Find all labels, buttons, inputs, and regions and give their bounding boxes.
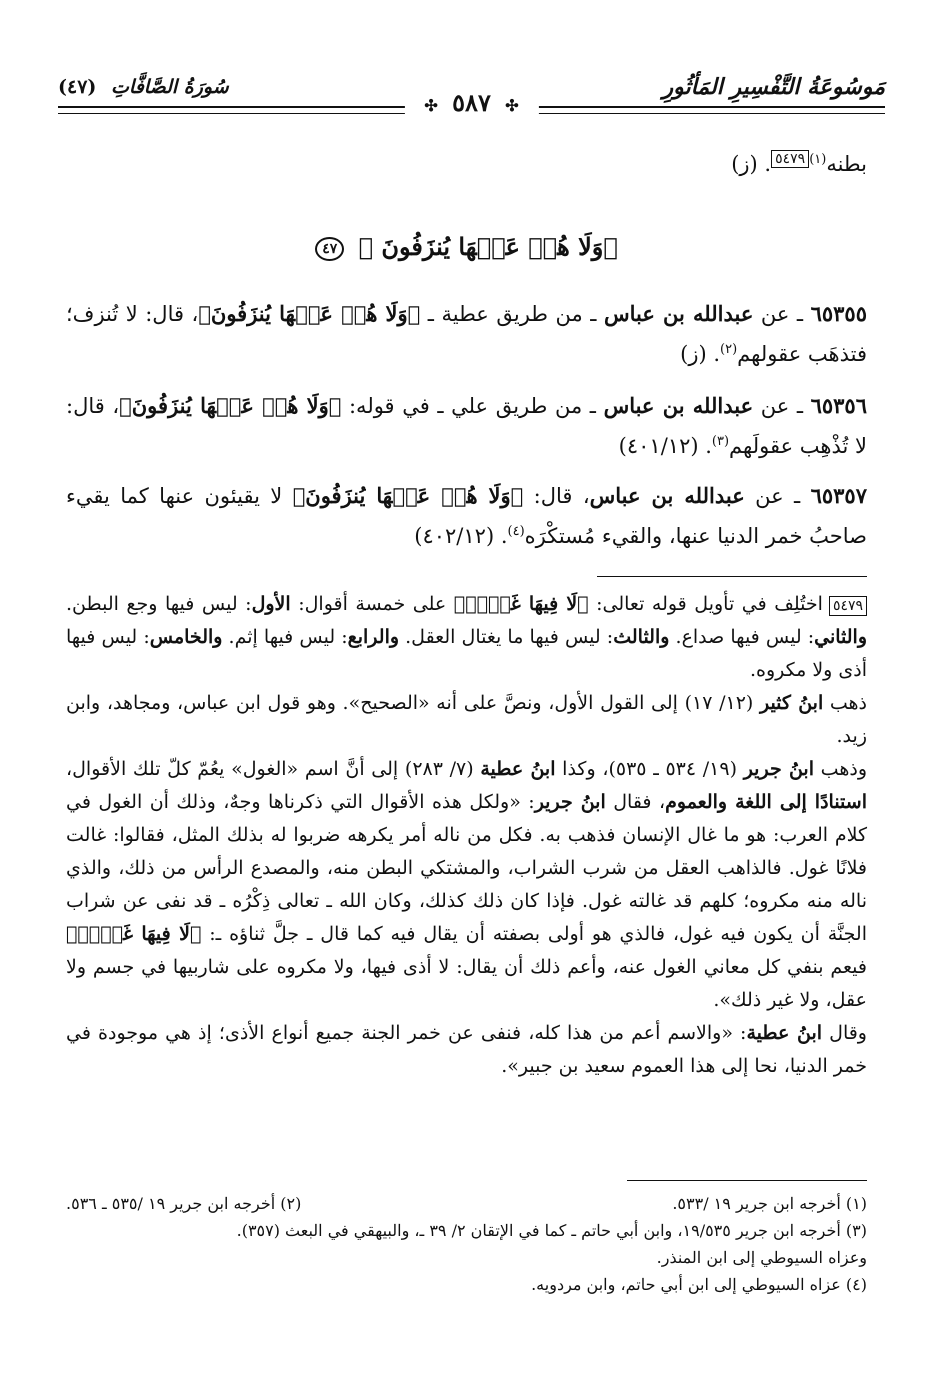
commentary-paragraph	[66, 687, 867, 753]
ornament-icon: ✣	[424, 96, 438, 115]
footnote-ref: (٢)	[720, 342, 738, 357]
opinion-label: الأول	[251, 593, 291, 615]
report-text: ـ عن	[744, 484, 811, 508]
report-text: ـ عن	[753, 302, 811, 326]
commentary-text: : ليس فيها أذى ولا مكروه.	[66, 626, 867, 681]
opinion-label: والخامس	[149, 626, 223, 648]
report-tail: . (٤٠١/١٢)	[618, 434, 712, 458]
report-number: ٦٥٣٥٥	[810, 301, 867, 326]
surah-number: (٤٧)	[58, 76, 97, 98]
footnote: (٤) عزاه السيوطي إلى ابن أبي حاتم، وابن مردويه.	[531, 1275, 867, 1294]
report-text: ـ من طريق علي ـ في قوله:	[341, 394, 604, 418]
surah-name: سُورَةُ الصَّافَّاتِ	[111, 76, 229, 98]
note-box-ref: ٥٤٧٩	[771, 150, 809, 168]
narrator-name: عبدالله بن عباس	[589, 483, 745, 508]
report-text: ـ من طريق عطية ـ	[420, 302, 604, 326]
report-tail: . (٤٠٢/١٢)	[414, 524, 508, 548]
commentary-text: : ليس فيها صداع.	[669, 626, 815, 648]
report-item	[66, 478, 867, 554]
book-title: مَوسُوعَةُ التَّفْسِيرِ المَأثُورِ	[662, 74, 885, 100]
report-text: ، قال: لا تُنزف؛ فتذهَب عقولهم	[66, 302, 867, 366]
page-number-block	[404, 88, 538, 117]
report-text: ، قال: لا تُذْهِب عقولَهم	[66, 394, 867, 458]
commentary-paragraph	[66, 588, 867, 687]
report-text: ـ عن	[753, 394, 811, 418]
opinion-label: والثالث	[613, 626, 670, 648]
commentary-text: (٧/ ٢٨٣) إلى أنَّ اسم «الغول» يعُمّ كلّ تلك الأقوال،	[66, 758, 481, 780]
footnote: (١) أخرجه ابن جرير ١٩ /٥٣٣.	[672, 1194, 867, 1213]
ornament-icon: ✣	[505, 96, 519, 115]
verse-quote: ﴿وَلَا هُمۡ عَنۡهَا يُنزَفُونَ﴾	[292, 483, 524, 508]
footnote-divider	[627, 1180, 867, 1181]
surah-label	[58, 76, 229, 98]
commentary-text: (١٩/ ٥٣٤ ـ ٥٣٥)، وكذا	[555, 758, 744, 780]
continuation-line	[66, 142, 867, 182]
scholar-name: ابنُ جرير	[534, 791, 606, 813]
commentary-text: فيعم بنفي كل معاني الغول عنه، وأعم ذلك أن يقال: لا أذى فيها، ولا مكروه على شاربيها في جسم ولا عقل، ولا غير ذلك».	[66, 956, 867, 1011]
continuation-text: بطنه	[826, 152, 867, 176]
narrator-name: عبدالله بن عباس	[603, 301, 754, 326]
scholar-name: ابنُ عطية	[480, 758, 556, 780]
narrator-name: عبدالله بن عباس	[603, 393, 754, 418]
commentary-paragraph	[66, 753, 867, 1017]
commentary-paragraph	[66, 1017, 867, 1083]
scholar-name: ابنُ جرير	[743, 758, 814, 780]
scholar-name: ابنُ كثير	[759, 692, 824, 714]
report-item	[66, 388, 867, 464]
report-tail: . (ز)	[680, 342, 721, 366]
footnote-ref: (٣)	[711, 434, 730, 449]
commentary-block	[66, 588, 867, 1083]
commentary-text: على خمسة أقوال:	[290, 593, 454, 615]
footnotes	[66, 1190, 867, 1298]
commentary-text: وذهب	[814, 758, 867, 780]
ayah-text: ﴿وَلَا هُمۡ عَنۡهَا يُنزَفُونَ ﴾	[358, 232, 618, 261]
commentary-text: : ليس فيها إثم.	[222, 626, 348, 648]
report-number: ٦٥٣٥٧	[810, 483, 867, 508]
verse-quote: ﴿لَا فِيهَا غَوۡلٞ﴾	[453, 593, 589, 615]
footnote-row	[66, 1190, 867, 1217]
commentary-text: ذهب	[823, 692, 868, 714]
verse-quote: ﴿وَلَا هُمۡ عَنۡهَا يُنزَفُونَ﴾	[119, 393, 342, 418]
report-number: ٦٥٣٥٦	[810, 393, 867, 418]
report-item	[66, 296, 867, 372]
section-divider	[597, 576, 867, 577]
verse-quote: ﴿لَا فِيهَا غَوۡلٞ﴾	[66, 923, 202, 945]
commentary-text: (١٢/ ١٧) إلى القول الأول، ونصَّ على أنه «الصحيح». وهو قول ابن عباس، ومجاهد، وابن زيد.	[66, 692, 867, 747]
footnote: وعزاه السيوطي إلى ابن المنذر.	[656, 1248, 867, 1267]
note-box-number: ٥٤٧٩	[829, 596, 867, 616]
emphasis-text: استنادًا إلى اللغة والعموم	[665, 791, 867, 813]
footnote: (٢) أخرجه ابن جرير ١٩ /٥٣٥ ـ ٥٣٦.	[66, 1194, 302, 1213]
ayah-number-marker: ٤٧	[315, 237, 344, 261]
commentary-text: : «والاسم أعم من هذا كله، فنفى عن خمر الجنة جميع أنواع الأذى؛ إذ هي موجودة في خمر الدنيا، نحا إلى هذا العموم سعيد بن جبير».	[66, 1022, 867, 1077]
continuation-tail: . (ز)	[731, 152, 772, 176]
footnote: (٣) أخرجه ابن جرير ١٩/٥٣٥، وابن أبي حاتم ـ كما في الإتقان ٢/ ٣٩ ـ، والبيهقي في البعث (٣٥٧).	[236, 1221, 867, 1240]
opinion-label: والثاني	[814, 626, 868, 648]
scholar-name: ابنُ عطية	[746, 1022, 823, 1044]
commentary-text: : «ولكل هذه الأقوال التي ذكرناها وجهٌ، وذلك أن الغول في كلام العرب: هو ما غال الإنسان فذهب به. فكل من ناله أمر يكرهه ضربوا له بذلك المثل، فقالوا: غالت فلانًا غول. فالذاهب العقل من شرب الشراب، والمشتكي البطن منه، والمصدع الرأس من ذلك، والذي ناله منه مكروه؛ كلهم قد غالته غول. فإذا كان ذلك كذلك، وكان الله ـ تعالى ذِكْرُه ـ قد نفى عن شراب الجنَّة أن يكون فيه غول، فالذي هو أولى بصفته أن يقال فيه كما قال ـ جلَّ ثناؤه ـ:	[66, 791, 868, 945]
commentary-text: : ليس فيها وجع البطن.	[66, 593, 252, 615]
report-text: ، قال:	[523, 484, 590, 508]
page-header	[58, 74, 885, 126]
report-text: لا يقيئون عنها كما يقيء صاحبُ خمر الدنيا عنها، والقيء مُستكْرَه	[66, 484, 867, 548]
commentary-text: وقال	[822, 1022, 867, 1044]
page-number: ٥٨٧	[452, 88, 491, 117]
verse-quote: ﴿وَلَا هُمۡ عَنۡهَا يُنزَفُونَ﴾	[198, 301, 421, 326]
commentary-text: : ليس فيها ما يغتال العقل.	[399, 626, 614, 648]
commentary-text: ، فقال	[605, 791, 666, 813]
opinion-label: والرابع	[347, 626, 400, 648]
footnote-ref: (٤)	[507, 524, 525, 539]
commentary-text: اختُلِف في تأويل قوله تعالى:	[588, 593, 823, 615]
ayah-heading	[66, 232, 867, 261]
footnote-ref: (١)	[809, 152, 827, 167]
